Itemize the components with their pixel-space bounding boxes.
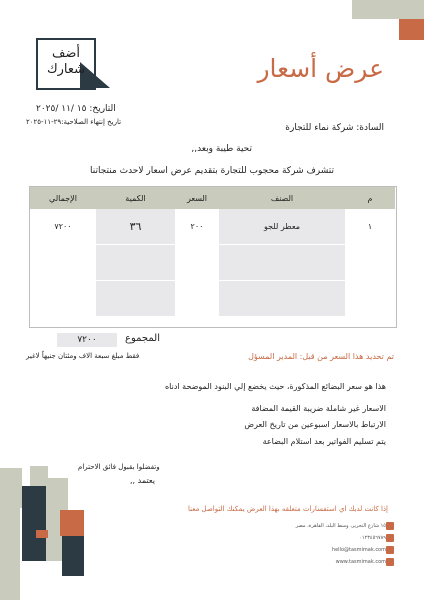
logo-line-2: شعارك bbox=[46, 62, 86, 77]
cell-index: ١ bbox=[345, 209, 395, 245]
closing-thanks: وتفضلوا بقبول فائق الاحترام bbox=[78, 463, 160, 471]
contact-email: hello@tasmimak.com bbox=[331, 547, 386, 553]
table-row bbox=[30, 281, 395, 317]
validity-date: تاريخ إنتهاء الصلاحية:٢٩-١١-٢٠٢٥ bbox=[26, 118, 122, 126]
inquiry-text: إذا كانت لديك اي استفسارات متعلقه بهذا العرض يمكنك التواصل معنا bbox=[187, 505, 388, 513]
decoration-block bbox=[60, 510, 84, 536]
client-name: السادة: شركة نماء للتجارة bbox=[285, 123, 384, 133]
document-title: عرض أسعار bbox=[257, 54, 384, 83]
cell-total: ٧٢٠٠ bbox=[30, 209, 96, 245]
decoration-block bbox=[62, 536, 84, 576]
contact-phone: ٠١٢٣٤٥٦٧٨٩ bbox=[359, 535, 386, 541]
top-decoration-orange bbox=[399, 19, 424, 40]
globe-icon bbox=[386, 558, 394, 566]
items-table bbox=[30, 187, 395, 317]
top-decoration-gray bbox=[352, 0, 424, 19]
header-index: م bbox=[345, 187, 395, 209]
total-in-words: فقط مبلغ سبعة الاف ومئتان جنيهاً لاغير bbox=[26, 352, 140, 360]
contact-address: ١٥ شارع التحرير، وسط البلد، القاهرة، مصر bbox=[295, 523, 386, 529]
issue-date: التاريخ: ١٥ /١١ /٢٠٢٥ bbox=[36, 104, 116, 114]
table-row bbox=[30, 209, 395, 245]
total-label: المجموع bbox=[125, 333, 160, 344]
contact-website: www.tasmimak.com bbox=[335, 559, 386, 565]
total-value: ٧٢٠٠ bbox=[57, 333, 117, 347]
logo-line-1: أضف bbox=[51, 46, 81, 61]
decoration-block bbox=[36, 530, 48, 538]
decoration-block bbox=[22, 486, 46, 561]
approval-label: يعتمد ,, bbox=[130, 476, 155, 485]
terms-note: هذا هو سعر البضائع المذكورة، حيث يخضع إلي البنود الموضحة ادناه bbox=[164, 382, 386, 391]
cell-item: معطر للجو bbox=[219, 209, 345, 245]
intro-text: تتشرف شركة محجوب للتجارة بتقديم عرض اسعار لاحدث منتجاتنا bbox=[89, 166, 334, 176]
decoration-block bbox=[0, 468, 22, 508]
location-icon bbox=[386, 522, 394, 530]
greeting: تحية طيبة وبعد,, bbox=[191, 144, 252, 154]
term-item: يتم تسليم الفواتير بعد استلام البضاعة bbox=[262, 437, 386, 446]
header-quantity: الكمية bbox=[96, 187, 175, 209]
table-header-row bbox=[30, 187, 395, 209]
header-total: الإجمالي bbox=[30, 187, 96, 209]
header-price: السعر bbox=[175, 187, 219, 209]
term-item: الارتباط بالاسعار اسبوعين من تاريخ العرض bbox=[244, 420, 386, 429]
table-row bbox=[30, 245, 395, 281]
priced-by: تم تحديد هذا السعر من قبل: المدير المسؤل bbox=[248, 352, 394, 361]
header-item: الصنف bbox=[219, 187, 345, 209]
decoration-block bbox=[0, 508, 20, 600]
logo-placeholder bbox=[38, 46, 94, 78]
email-icon bbox=[386, 546, 394, 554]
phone-icon bbox=[386, 534, 394, 542]
cell-quantity: ٣٦ bbox=[96, 209, 175, 245]
cell-price: ٢٠٠ bbox=[175, 209, 219, 245]
term-item: الاسعار غير شاملة ضريبة القيمة المضافة bbox=[251, 404, 386, 413]
